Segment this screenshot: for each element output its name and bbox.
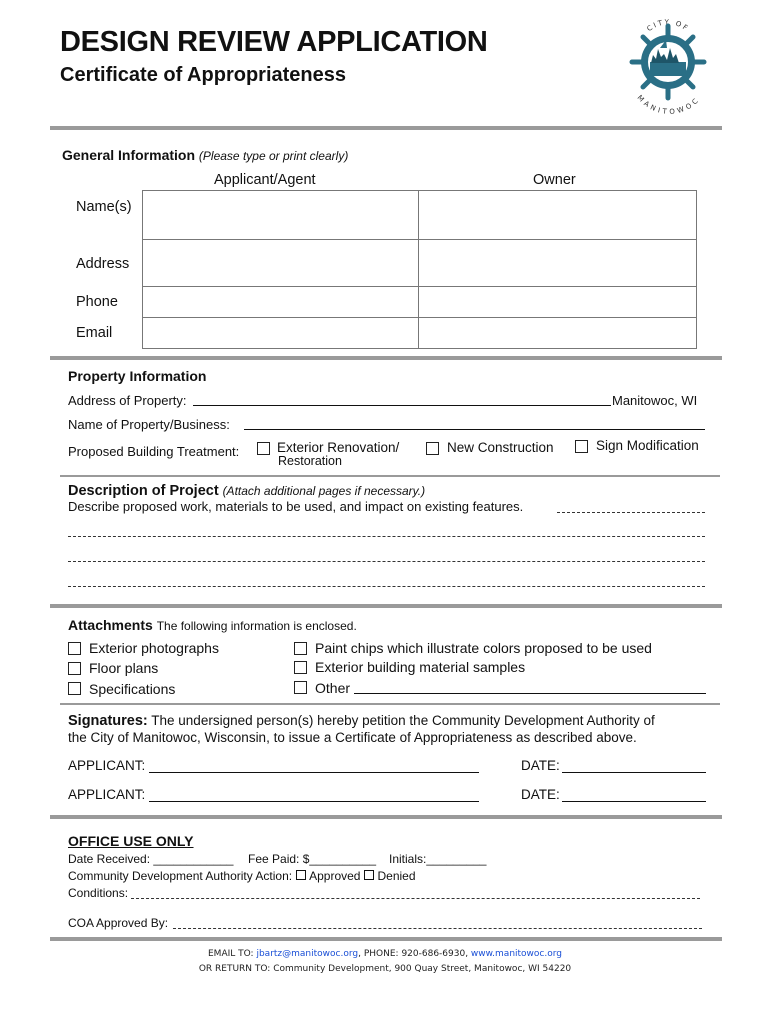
- exterior-renovation-label-2: Restoration: [278, 454, 342, 468]
- specifications-checkbox[interactable]: [68, 682, 81, 695]
- footer-divider: [50, 937, 722, 941]
- section-divider-attachments: [50, 604, 722, 608]
- description-heading: [68, 482, 425, 499]
- exterior-photographs-checkbox[interactable]: [68, 642, 81, 655]
- other-checkbox[interactable]: [294, 681, 307, 694]
- header-divider: [50, 126, 722, 130]
- new-construction-label: New Construction: [447, 440, 554, 455]
- approved-label: Approved: [309, 869, 361, 883]
- attachments-note: The following information is enclosed.: [156, 619, 357, 633]
- attachments-heading: [68, 617, 357, 633]
- other-label: Other: [315, 680, 351, 696]
- general-info-note: (Please type or print clearly): [198, 149, 349, 163]
- owner-email-field[interactable]: [418, 317, 697, 349]
- exterior-renovation-label-1: Exterior Renovation/: [277, 440, 400, 455]
- property-address-suffix: Manitowoc, WI: [612, 393, 698, 408]
- description-title: Description of Project: [68, 483, 219, 499]
- row-label-names: Name(s): [76, 199, 132, 215]
- page-subtitle: Certificate of Appropriateness: [60, 64, 346, 86]
- cda-action-row: [68, 869, 416, 883]
- coa-approved-label: COA Approved By:: [68, 916, 169, 930]
- conditions-label: Conditions:: [68, 886, 129, 900]
- cda-action-label: Community Development Authority Action:: [68, 869, 293, 883]
- treatment-label: Proposed Building Treatment:: [68, 444, 240, 459]
- material-samples-label: Exterior building material samples: [315, 659, 526, 675]
- applicant-names-field[interactable]: [142, 190, 419, 240]
- property-address-label: Address of Property:: [68, 393, 187, 408]
- exterior-renovation-checkbox[interactable]: [257, 442, 270, 455]
- signatures-statement-1: The undersigned person(s) hereby petition the Community Development Authority of: [151, 713, 655, 728]
- applicant-2-signature-input[interactable]: [149, 801, 479, 802]
- applicant-1-signature-input[interactable]: [149, 772, 479, 773]
- exterior-photographs-label: Exterior photographs: [89, 640, 219, 656]
- description-line-0[interactable]: [557, 512, 705, 513]
- section-divider-office: [50, 815, 722, 819]
- paint-chips-label: Paint chips which illustrate colors proposed to be used: [315, 640, 652, 656]
- fee-paid: Fee Paid: $__________: [248, 852, 377, 866]
- col-owner-header: Owner: [533, 172, 576, 188]
- row-label-email: Email: [76, 325, 113, 341]
- denied-checkbox[interactable]: [364, 870, 374, 880]
- owner-names-field[interactable]: [418, 190, 697, 240]
- property-name-label: Name of Property/Business:: [68, 417, 230, 432]
- svg-text:MANITOWOC: MANITOWOC: [635, 93, 702, 116]
- date-2-input[interactable]: [562, 801, 706, 802]
- office-use-heading: OFFICE USE ONLY: [68, 833, 194, 849]
- signatures-text-2: the City of Manitowoc, Wisconsin, to issue a Certificate of Appropriateness as described above.: [68, 730, 637, 745]
- other-input[interactable]: [354, 693, 706, 694]
- description-line-2[interactable]: [68, 561, 705, 562]
- material-samples-checkbox[interactable]: [294, 661, 307, 674]
- col-applicant-header: Applicant/Agent: [214, 172, 316, 188]
- new-construction-checkbox[interactable]: [426, 442, 439, 455]
- section-divider-description: [60, 475, 720, 477]
- signatures-title: Signatures:: [68, 713, 148, 729]
- description-prompt: Describe proposed work, materials to be used, and impact on existing features.: [68, 499, 524, 514]
- general-info-heading: [62, 147, 348, 163]
- date-received: Date Received: ____________: [68, 852, 234, 866]
- property-info-heading: Property Information: [68, 368, 207, 384]
- applicant-2-label: APPLICANT:: [68, 787, 146, 802]
- city-logo: [620, 8, 716, 116]
- coa-approved-input[interactable]: [173, 928, 702, 929]
- applicant-address-field[interactable]: [142, 239, 419, 287]
- date-1-label: DATE:: [521, 758, 560, 773]
- owner-phone-field[interactable]: [418, 286, 697, 318]
- applicant-1-label: APPLICANT:: [68, 758, 146, 773]
- row-label-address: Address: [76, 256, 130, 272]
- page-title: DESIGN REVIEW APPLICATION: [60, 26, 488, 58]
- description-note: (Attach additional pages if necessary.): [222, 484, 426, 498]
- property-address-input[interactable]: [193, 405, 611, 406]
- description-line-3[interactable]: [68, 586, 705, 587]
- conditions-input[interactable]: [131, 898, 700, 899]
- initials: Initials:_________: [389, 852, 487, 866]
- row-label-phone: Phone: [76, 294, 118, 310]
- svg-text:CITY OF: CITY OF: [645, 18, 691, 34]
- applicant-phone-field[interactable]: [142, 286, 419, 318]
- section-divider-signatures: [60, 703, 720, 705]
- denied-label: Denied: [377, 869, 416, 883]
- footer-address: OR RETURN TO: Community Development, 900 Quay Street, Manitowoc, WI 54220: [198, 964, 572, 974]
- floor-plans-checkbox[interactable]: [68, 662, 81, 675]
- owner-address-field[interactable]: [418, 239, 697, 287]
- footer-contact: [0, 949, 770, 959]
- attachments-title: Attachments: [68, 617, 153, 633]
- general-info-title: General Information: [62, 147, 196, 163]
- specifications-label: Specifications: [89, 681, 176, 697]
- approved-checkbox[interactable]: [296, 870, 306, 880]
- date-2-label: DATE:: [521, 787, 560, 802]
- footer-phone: , PHONE: 920-686-6930,: [358, 949, 471, 959]
- property-name-input[interactable]: [244, 429, 705, 430]
- description-line-1[interactable]: [68, 536, 705, 537]
- footer-website-link[interactable]: www.manitowoc.org: [470, 949, 562, 959]
- sign-modification-label: Sign Modification: [596, 438, 699, 453]
- applicant-email-field[interactable]: [142, 317, 419, 349]
- date-1-input[interactable]: [562, 772, 706, 773]
- footer-email-prefix: EMAIL TO:: [208, 949, 257, 959]
- paint-chips-checkbox[interactable]: [294, 642, 307, 655]
- floor-plans-label: Floor plans: [89, 660, 159, 676]
- footer-email-link[interactable]: jbartz@manitowoc.org: [256, 949, 359, 959]
- section-divider-property: [50, 356, 722, 360]
- sign-modification-checkbox[interactable]: [575, 440, 588, 453]
- signatures-text-1: [68, 713, 655, 729]
